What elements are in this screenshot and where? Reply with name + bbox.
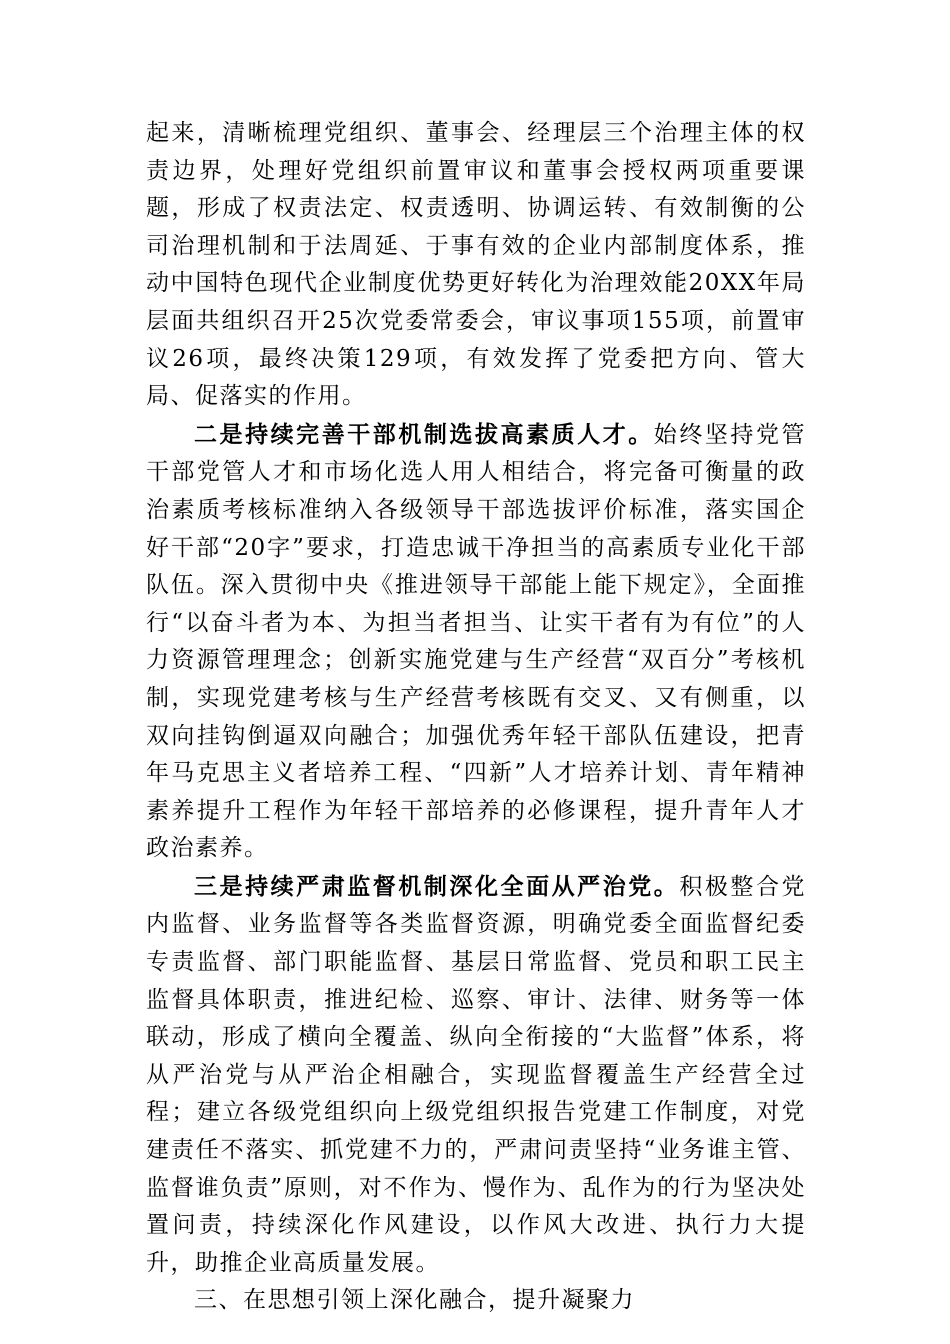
paragraph-supervision-mechanism (146, 868, 806, 1283)
paragraph-cadre-mechanism (146, 416, 806, 868)
paragraph-lead-supervision: 三是持续严肃监督机制深化全面从严治党。 (194, 872, 680, 900)
paragraph-continuation: 起来，清晰梳理党组织、董事会、经理层三个治理主体的权责边界，处理好党组织前置审议和董事会授权两项重要课题，形成了权责法定、权责透明、协调运转、有效制衡的公司治理机制和于法周延、于事有效的企业内部制度体系，推动中国特色现代企业制度优势更好转化为治理效能20XX年局层面共组织召开25次党委常委会，审议事项155项，前置审议26项，最终决策129项，有效发挥了党委把方向、管大局、促落实的作用。 (146, 120, 806, 410)
paragraph-body-cadre: 始终坚持党管干部党管人才和市场化选人用人相结合，将完备可衡量的政治素质考核标准纳入各级领导干部选拔评价标准，落实国企好干部“20字”要求，打造忠诚干净担当的高素质专业化干部队伍。深入贯彻中央《推进领导干部能上能下规定》，全面推行“以奋斗者为本、为担当者担当、让实干者有为有位”的人力资源管理理念；创新实施党建与生产经营“双百分”考核机制，实现党建考核与生产经营考核既有交叉、又有侧重，以双向挂钩倒逼双向融合；加强优秀年轻干部队伍建设，把青年马克思主义者培养工程、“四新”人才培养计划、青年精神素养提升工程作为年轻干部培养的必修课程，提升青年人才政治素养。 (146, 421, 807, 862)
paragraph-lead-cadre: 二是持续完善干部机制选拔高素质人才。 (194, 420, 654, 448)
document-page (146, 115, 806, 1320)
section-heading: 三、在思想引领上深化融合，提升凝聚力 (194, 1287, 635, 1314)
paragraph-body-supervision: 积极整合党内监督、业务监督等各类监督资源，明确党委全面监督纪委专责监督、部门职能监督、基层日常监督、党员和职工民主监督具体职责，推进纪检、巡察、审计、法律、财务等一体联动，形成了横向全覆盖、纵向全衔接的“大监督”体系，将从严治党与从严治企相融合，实现监督覆盖生产经营全过程；建立各级党组织向上级党组织报告党建工作制度，对党建责任不落实、抓党建不力的，严肃问责坚持“业务谁主管、监督谁负责”原则，对不作为、慢作为、乱作为的行为坚决处置问责，持续深化作风建设，以作风大改进、执行力大提升，助推企业高质量发展。 (146, 873, 807, 1276)
